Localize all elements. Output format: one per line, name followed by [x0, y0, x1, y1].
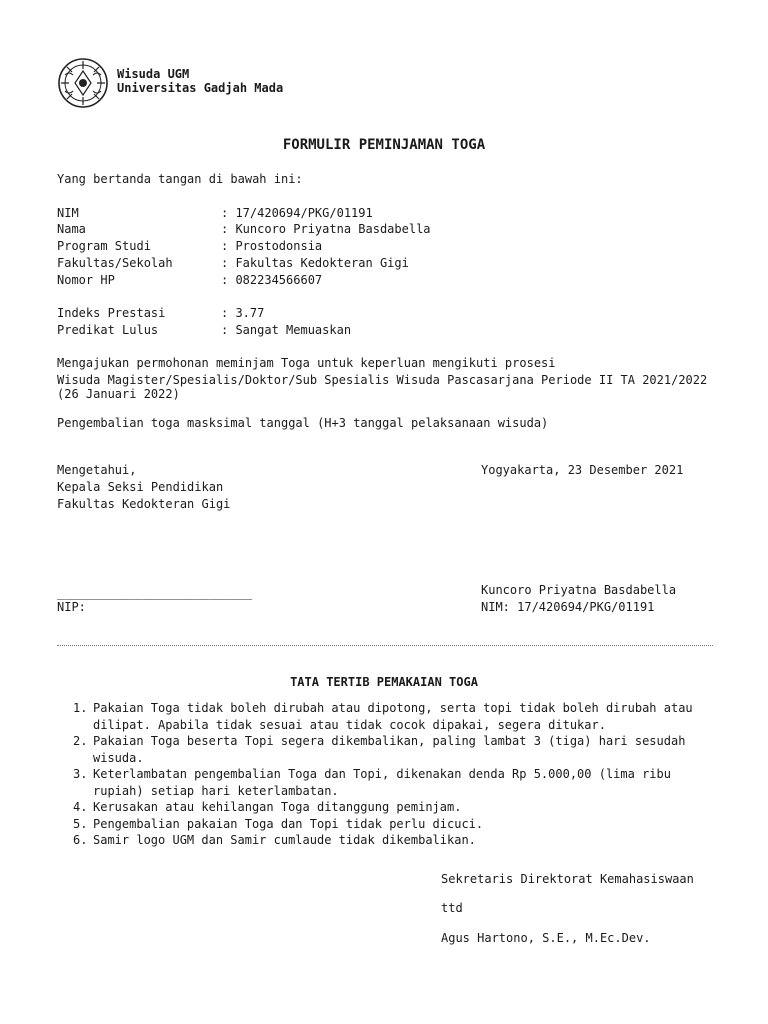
left-sign-line1: Mengetahui, [57, 463, 137, 477]
rule-number: 4. [73, 800, 88, 814]
dotted-divider [57, 645, 713, 646]
rule-text: Samir logo UGM dan Samir cumlaude tidak dikembalikan. [93, 833, 476, 847]
field-value-fakultas: : Fakultas Kedokteran Gigi [221, 256, 409, 270]
field-label-fakultas: Fakultas/Sekolah [57, 256, 173, 270]
field-label-predikat: Predikat Lulus [57, 323, 159, 337]
field-value-nama: : Kuncoro Priyatna Basdabella [221, 222, 431, 236]
rule-number: 3. [73, 767, 88, 781]
rule-text: Pakaian Toga beserta Topi segera dikembalikan, paling lambat 3 (tiga) hari sesudah wisuda. [93, 734, 686, 765]
field-label-prodi: Program Studi [57, 239, 151, 253]
intro-text: Yang bertanda tangan di bawah ini: [57, 172, 303, 186]
ugm-seal-icon [57, 57, 109, 109]
field-value-prodi: : Prostodonsia [221, 239, 323, 253]
field-label-nim: NIM [57, 206, 79, 220]
header-line2: Universitas Gadjah Mada [117, 81, 284, 95]
signer-nim: NIM: 17/420694/PKG/01191 [481, 600, 655, 614]
place-date: Yogyakarta, 23 Desember 2021 [481, 463, 684, 477]
list-item [73, 733, 713, 766]
rule-text: Pakaian Toga tidak boleh dirubah atau dipotong, serta topi tidak boleh dirubah atau dilipat. Apabila tidak sesuai atau tidak cocok dipakai, segera ditukar. [93, 701, 693, 732]
left-sign-line3: Fakultas Kedokteran Gigi [57, 497, 231, 511]
field-value-predikat: : Sangat Memuaskan [221, 323, 352, 337]
signer-name: Kuncoro Priyatna Basdabella [481, 583, 677, 597]
list-item [73, 832, 713, 849]
field-label-ip: Indeks Prestasi [57, 306, 166, 320]
list-item [73, 700, 713, 733]
page-title: FORMULIR PEMINJAMAN TOGA [282, 137, 486, 153]
field-label-nama: Nama [57, 222, 86, 236]
secretary-role: Sekretaris Direktorat Kemahasiswaan [441, 872, 694, 886]
list-item [73, 816, 713, 833]
rules-title: TATA TERTIB PEMAKAIAN TOGA [290, 675, 478, 689]
field-value-hp: : 082234566607 [221, 273, 323, 287]
rule-number: 6. [73, 833, 88, 847]
rule-number: 1. [73, 701, 88, 715]
field-value-nim: : 17/420694/PKG/01191 [221, 206, 373, 220]
return-note: Pengembalian toga masksimal tanggal (H+3 tanggal pelaksanaan wisuda) [57, 416, 549, 430]
header-line1: Wisuda UGM [117, 67, 190, 81]
rule-text: Kerusakan atau kehilangan Toga ditanggung peminjam. [93, 800, 462, 814]
list-item [73, 766, 713, 799]
field-label-hp: Nomor HP [57, 273, 115, 287]
rule-text: Pengembalian pakaian Toga dan Topi tidak perlu dicuci. [93, 816, 484, 831]
signature-blank-line: ___________________________ [57, 586, 253, 600]
field-value-ip: : 3.77 [221, 306, 265, 320]
rules-list [73, 700, 713, 849]
request-line1: Mengajukan permohonan meminjam Toga untuk keperluan mengikuti prosesi [57, 356, 556, 370]
request-line2: Wisuda Magister/Spesialis/Doktor/Sub Spesialis Wisuda Pascasarjana Periode II TA 2021/2022 [57, 373, 708, 387]
left-sign-line2: Kepala Seksi Pendidikan [57, 480, 224, 494]
request-line3: (26 Januari 2022) [57, 387, 180, 401]
rule-number: 5. [73, 816, 88, 831]
secretary-name: Agus Hartono, S.E., M.Ec.Dev. [441, 931, 651, 945]
secretary-ttd: ttd [441, 901, 463, 915]
list-item [73, 799, 713, 816]
rule-text: Keterlambatan pengembalian Toga dan Topi, dikenakan denda Rp 5.000,00 (lima ribu rupiah) setiap hari keterlambatan. [93, 767, 671, 798]
rule-number: 2. [73, 734, 88, 748]
left-sign-nip: NIP: [57, 600, 86, 614]
